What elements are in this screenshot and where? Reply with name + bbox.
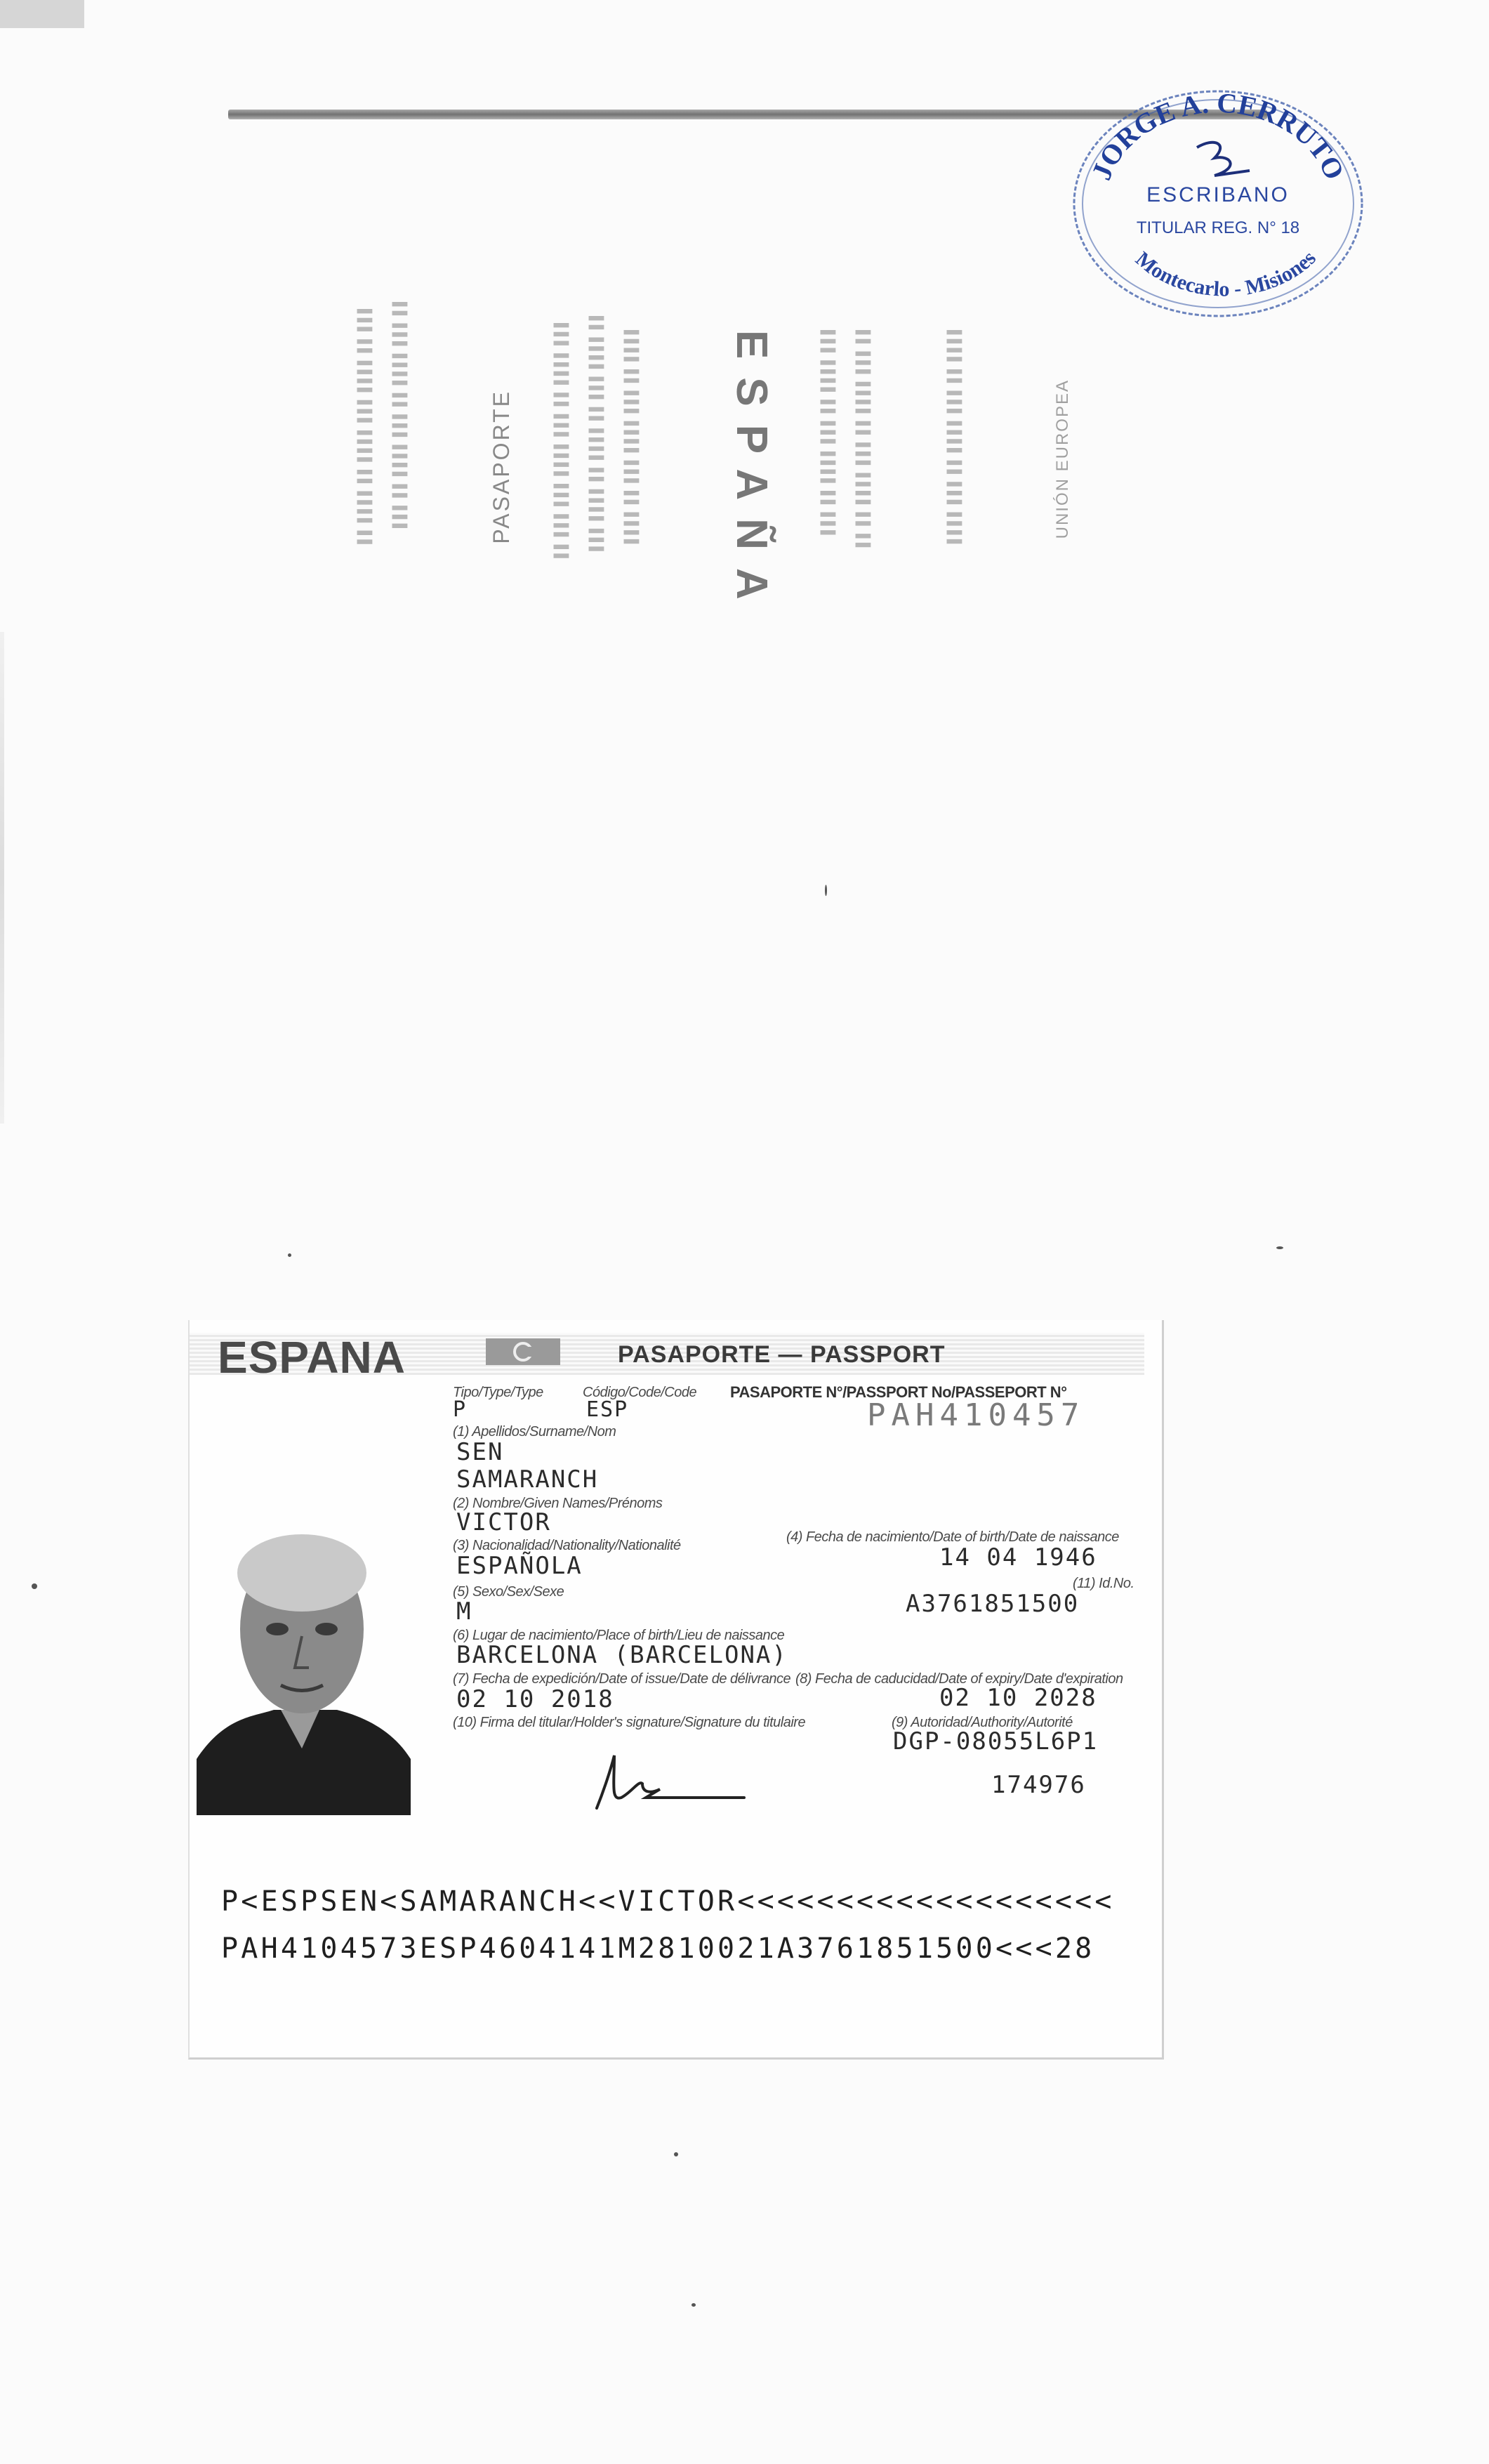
- value-serial: 174976: [991, 1771, 1086, 1799]
- holder-signature: [583, 1741, 751, 1819]
- value-code: ESP: [586, 1397, 629, 1422]
- value-dob: 14 04 1946: [939, 1543, 1097, 1572]
- cover-country-title: ESPAÑA: [727, 330, 776, 618]
- scan-speck: [825, 885, 827, 896]
- mrz-line-2: PAH4104573ESP4604141M2810021A3761851500<<<28: [221, 1932, 1095, 1965]
- value-type: P: [453, 1397, 468, 1422]
- value-given-names: VICTOR: [456, 1508, 551, 1536]
- notary-stamp: [1064, 81, 1372, 327]
- cover-union-title: UNIÓN EUROPEA: [1053, 379, 1072, 539]
- label-given-names: (2) Nombre/Given Names/Prénoms: [453, 1496, 663, 1511]
- value-sex: M: [456, 1597, 472, 1626]
- label-sex: (5) Sexo/Sex/Sexe: [453, 1584, 564, 1600]
- label-authority: (9) Autoridad/Authority/Autorité: [892, 1715, 1073, 1730]
- cover-passport-title: PASAPORTE: [489, 390, 514, 544]
- label-surname: (1) Apellidos/Surname/Nom: [453, 1424, 616, 1439]
- label-dob: (4) Fecha de nacimiento/Date of birth/Date de naissance: [786, 1529, 1119, 1545]
- scan-speck: [691, 2303, 696, 2307]
- label-signature: (10) Firma del titular/Holder's signature/Signature du titulaire: [453, 1715, 806, 1730]
- value-date-of-issue: 02 10 2018: [456, 1685, 614, 1713]
- header-country: ESPANA: [218, 1332, 406, 1383]
- label-date-of-issue: (7) Fecha de expedición/Date of issue/Date de délivrance: [453, 1671, 791, 1687]
- cover-faint-text: ▌▌▌ ▌▌ ▌▌▌▌ ▌▌▌ ▌▌▌▌ ▌▌ ▌▌▌▌ ▌▌: [358, 309, 372, 549]
- scan-speck: [32, 1583, 37, 1589]
- value-nationality: ESPAÑOLA: [456, 1552, 583, 1580]
- cover-faint-text: ▌▌▌ ▌▌▌▌ ▌▌ ▌▌▌ ▌▌▌▌ ▌▌▌ ▌▌▌ ▌▌: [555, 323, 569, 563]
- label-nationality: (3) Nacionalidad/Nationality/Nationalité: [453, 1538, 681, 1553]
- value-id-no: A3761851500: [906, 1590, 1080, 1618]
- stamp-location: Montecarlo - Misiones: [1131, 246, 1321, 301]
- stamp-name: JORGE A. CERRUTO: [1085, 86, 1351, 185]
- mrz-line-1: P<ESPSEN<SAMARANCH<<VICTOR<<<<<<<<<<<<<<<<<<<: [221, 1885, 1115, 1918]
- label-id-no: (11) Id.No.: [1073, 1576, 1134, 1591]
- value-place-of-birth: BARCELONA (BARCELONA): [456, 1641, 788, 1669]
- value-authority: DGP-08055L6P1: [893, 1727, 1099, 1755]
- eu-emblem-icon: [484, 1336, 562, 1368]
- label-passport-no: PASAPORTE N°/PASSPORT No/PASSEPORT N°: [730, 1383, 1067, 1401]
- passport-data-page: [188, 1320, 1164, 2060]
- stamp-signature-icon: [1197, 143, 1250, 176]
- svg-text:Montecarlo - Misiones: [1131, 246, 1321, 301]
- value-date-of-expiry: 02 10 2028: [939, 1684, 1097, 1712]
- stamp-registry: TITULAR REG. N° 18: [1136, 218, 1300, 237]
- scan-speck: [1276, 1246, 1283, 1249]
- scan-speck: [674, 2152, 678, 2156]
- svg-text:JORGE A. CERRUTO: [1085, 87, 1351, 185]
- label-code: Código/Code/Code: [583, 1385, 697, 1400]
- value-surname-2: SAMARANCH: [456, 1465, 599, 1494]
- value-surname-1: SEN: [456, 1438, 504, 1466]
- label-place-of-birth: (6) Lugar de nacimiento/Place of birth/Lieu de naissance: [453, 1628, 785, 1643]
- cover-faint-text: ▌▌ ▌▌▌ ▌▌▌▌ ▌▌ ▌▌▌ ▌▌▌▌ ▌▌ ▌▌▌: [393, 302, 407, 533]
- header-title: PASAPORTE — PASSPORT: [618, 1341, 946, 1368]
- cover-faint-text: ▌▌▌ ▌▌▌▌ ▌▌ ▌▌▌ ▌▌▌▌ ▌▌ ▌▌▌: [821, 330, 835, 539]
- cover-faint-text: ▌▌ ▌▌▌▌ ▌▌▌ ▌▌ ▌▌▌▌ ▌▌ ▌▌▌▌ ▌▌▌: [590, 316, 604, 556]
- label-type: Tipo/Type/Type: [453, 1385, 543, 1400]
- cover-faint-text: ▌▌▌▌ ▌▌ ▌▌▌ ▌▌▌▌ ▌▌▌ ▌▌ ▌▌▌▌: [625, 330, 639, 548]
- scan-speck: [288, 1253, 291, 1257]
- cover-faint-text: ▌▌ ▌▌▌ ▌▌▌▌ ▌▌ ▌▌▌ ▌▌▌▌ ▌▌ ▌▌: [856, 330, 871, 552]
- cover-faint-text: ▌▌▌▌ ▌▌ ▌▌▌ ▌▌▌▌ ▌▌ ▌▌▌ ▌▌▌▌: [948, 330, 962, 548]
- value-passport-no: PAH410457: [867, 1397, 1085, 1433]
- stamp-role: ESCRIBANO: [1146, 183, 1290, 206]
- label-date-of-expiry: (8) Fecha de caducidad/Date of expiry/Date d'expiration: [795, 1671, 1123, 1687]
- scan-edge-shadow: [0, 632, 4, 1124]
- holder-photo: [197, 1506, 411, 1815]
- scan-edge-artifact: [0, 0, 84, 28]
